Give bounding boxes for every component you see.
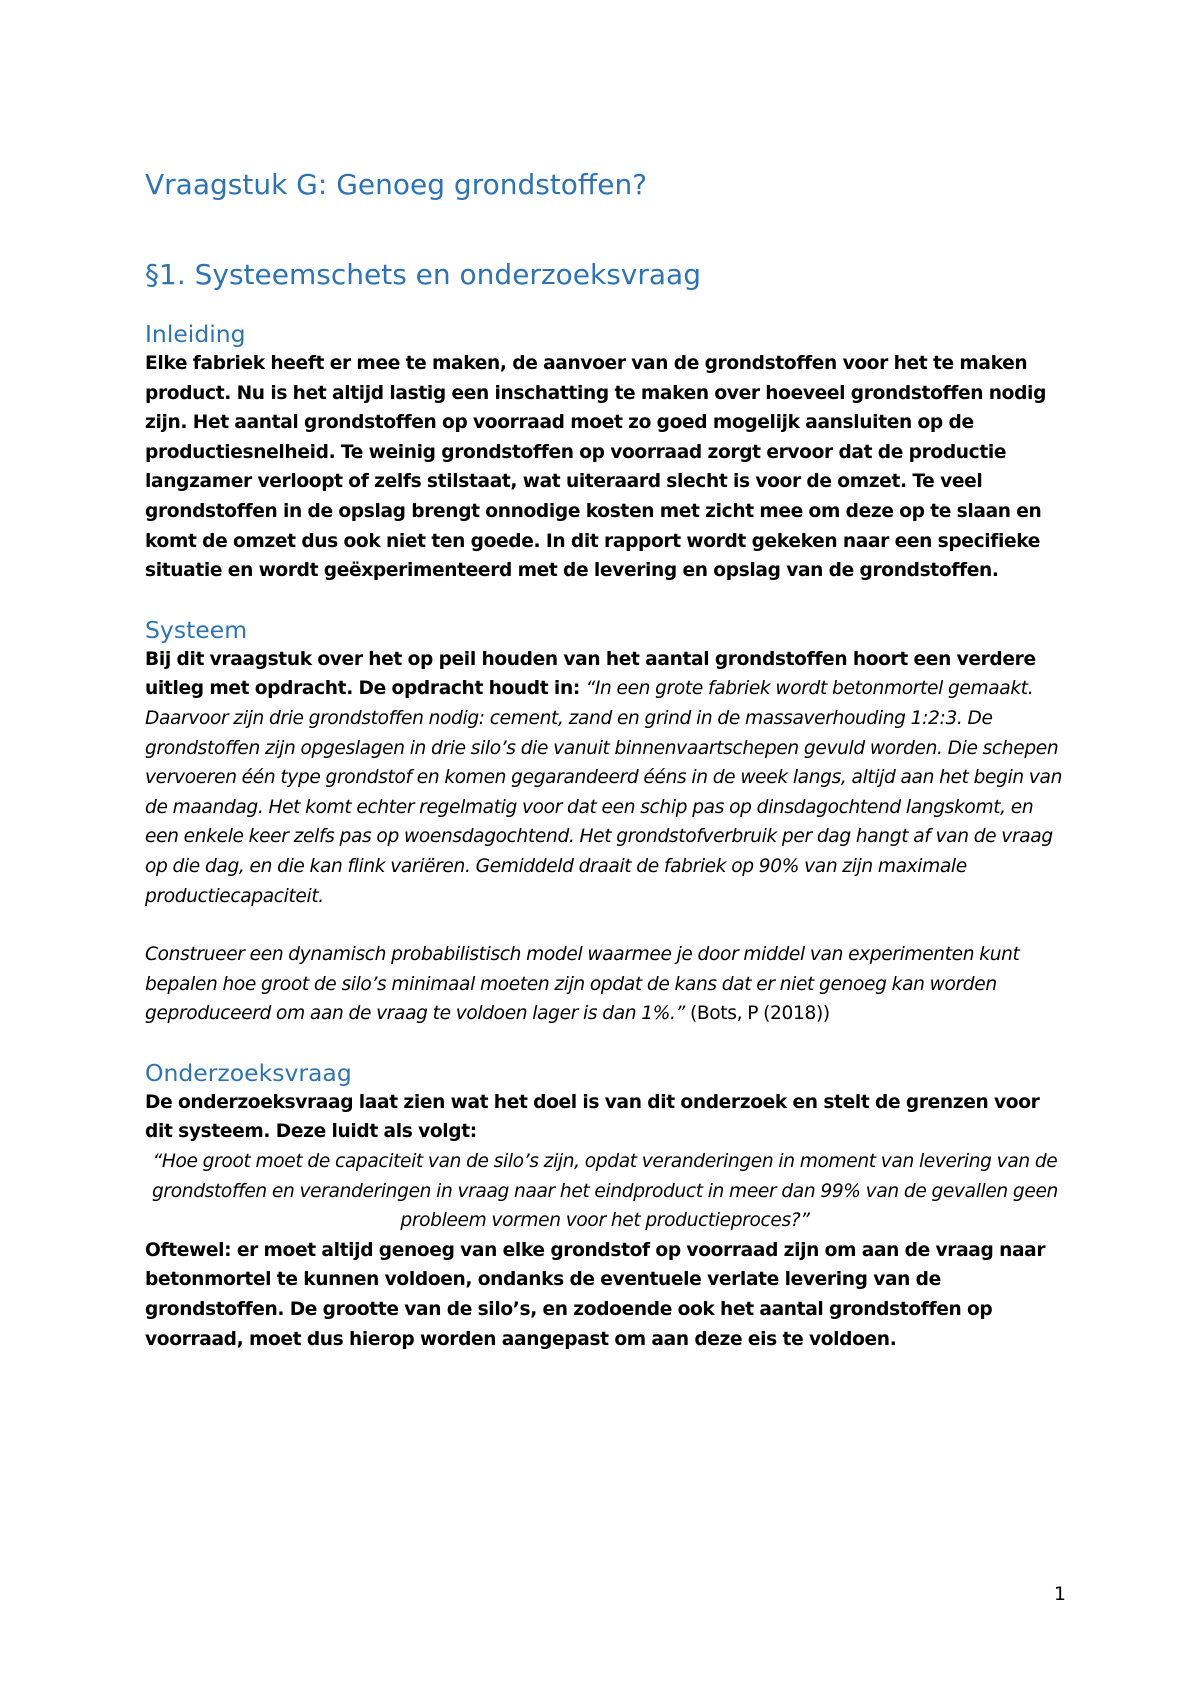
inleiding-paragraph: Elke fabriek heeft er mee te maken, de aanvoer van de grondstoffen voor het te maken product. Nu is het altijd lastig een inschatting te maken over hoeveel grondstoffen nodig zijn. Het aantal grondstoffen op voorraad moet zo goed mogelijk aansluiten op de productiesnelheid. Te weinig grondstoffen op voorraad zorgt ervoor dat de productie langzamer verloopt of zelfs stilstaat, wat uiteraard slecht is voor de omzet. Te veel grondstoffen in de opslag brengt onnodige kosten met zicht mee om deze op te slaan en komt de omzet dus ook niet ten goede. In dit rapport wordt gekeken naar een specifieke situatie en wordt geëxperimenteerd met de levering en opslag van de grondstoffen. [145, 353, 1047, 582]
section-title: §1. Systeemschets en onderzoeksvraag [145, 258, 701, 291]
inleiding-section [145, 319, 1065, 586]
systeem-assignment [145, 940, 1065, 1029]
systeem-section [145, 615, 1065, 1029]
document-title: Vraagstuk G: Genoeg grondstoffen? [145, 168, 648, 201]
systeem-citation: (Bots, P (2018)) [684, 1003, 830, 1025]
systeem-paragraph [145, 645, 1065, 911]
paragraph-gap [145, 911, 1065, 940]
onderzoeksvraag-section [145, 1058, 1065, 1354]
onderzoeksvraag-question: “Hoe groot moet de capaciteit van de silo’s zijn, opdat veranderingen in moment van levering van de grondstoffen en veranderingen in vraag naar het eindproduct in meer dan 99% van de gevallen geen probleem vormen voor het productieproces?” [151, 1151, 1058, 1232]
onderzoeksvraag-intro: De onderzoeksvraag laat zien wat het doel is van dit onderzoek en stelt de grenzen voor dit systeem. Deze luidt als volgt: [145, 1091, 1040, 1143]
page-content [145, 168, 1065, 1383]
onderzoeksvraag-outro: Oftewel: er moet altijd genoeg van elke grondstof op voorraad zijn om aan de vraag naar betonmortel te kunnen voldoen, ondanks de eventuele verlate levering van de grondstoffen. De grootte van de silo’s, en zodoende ook het aantal grondstoffen op voorraad, moet dus hierop worden aangepast om aan deze eis te voldoen. [145, 1239, 1046, 1350]
systeem-quote: “In een grote fabriek wordt betonmortel gemaakt. Daarvoor zijn drie grondstoffen nodig: cement, zand en grind in de massaverhouding 1:2:3. De grondstoffen zijn opgeslagen in drie silo’s die vanuit binnenvaartschepen gevuld worden. Die schepen vervoeren één type grondstof en komen gegarandeerd ééns in de week langs, altijd aan het begin van de maandag. Het komt echter regelmatig voor dat een schip pas op dinsdagochtend langskomt, en een enkele keer zelfs pas op woensdagochtend. Het grondstofverbruik per dag hangt af van de vraag op die dag, en die kan flink variëren. Gemiddeld draait de fabriek op 90% van zijn maximale productiecapaciteit. [145, 678, 1063, 907]
page-number: 1 [1053, 1583, 1066, 1605]
systeem-intro: Bij dit vraagstuk over het op peil houden van het aantal grondstoffen hoort een verdere uitleg met opdracht. De opdracht houdt in: [145, 648, 1036, 700]
onderzoeksvraag-heading: Onderzoeksvraag [145, 1058, 352, 1087]
systeem-quote-assignment: Construeer een dynamisch probabilistisch model waarmee je door middel van experimenten kunt bepalen hoe groot de silo’s minimaal moeten zijn opdat de kans dat er niet genoeg kan worden geproduceerd om aan de vraag te voldoen lager is dan 1%.” [145, 944, 1020, 1025]
systeem-heading: Systeem [145, 615, 248, 644]
inleiding-heading: Inleiding [145, 320, 246, 348]
